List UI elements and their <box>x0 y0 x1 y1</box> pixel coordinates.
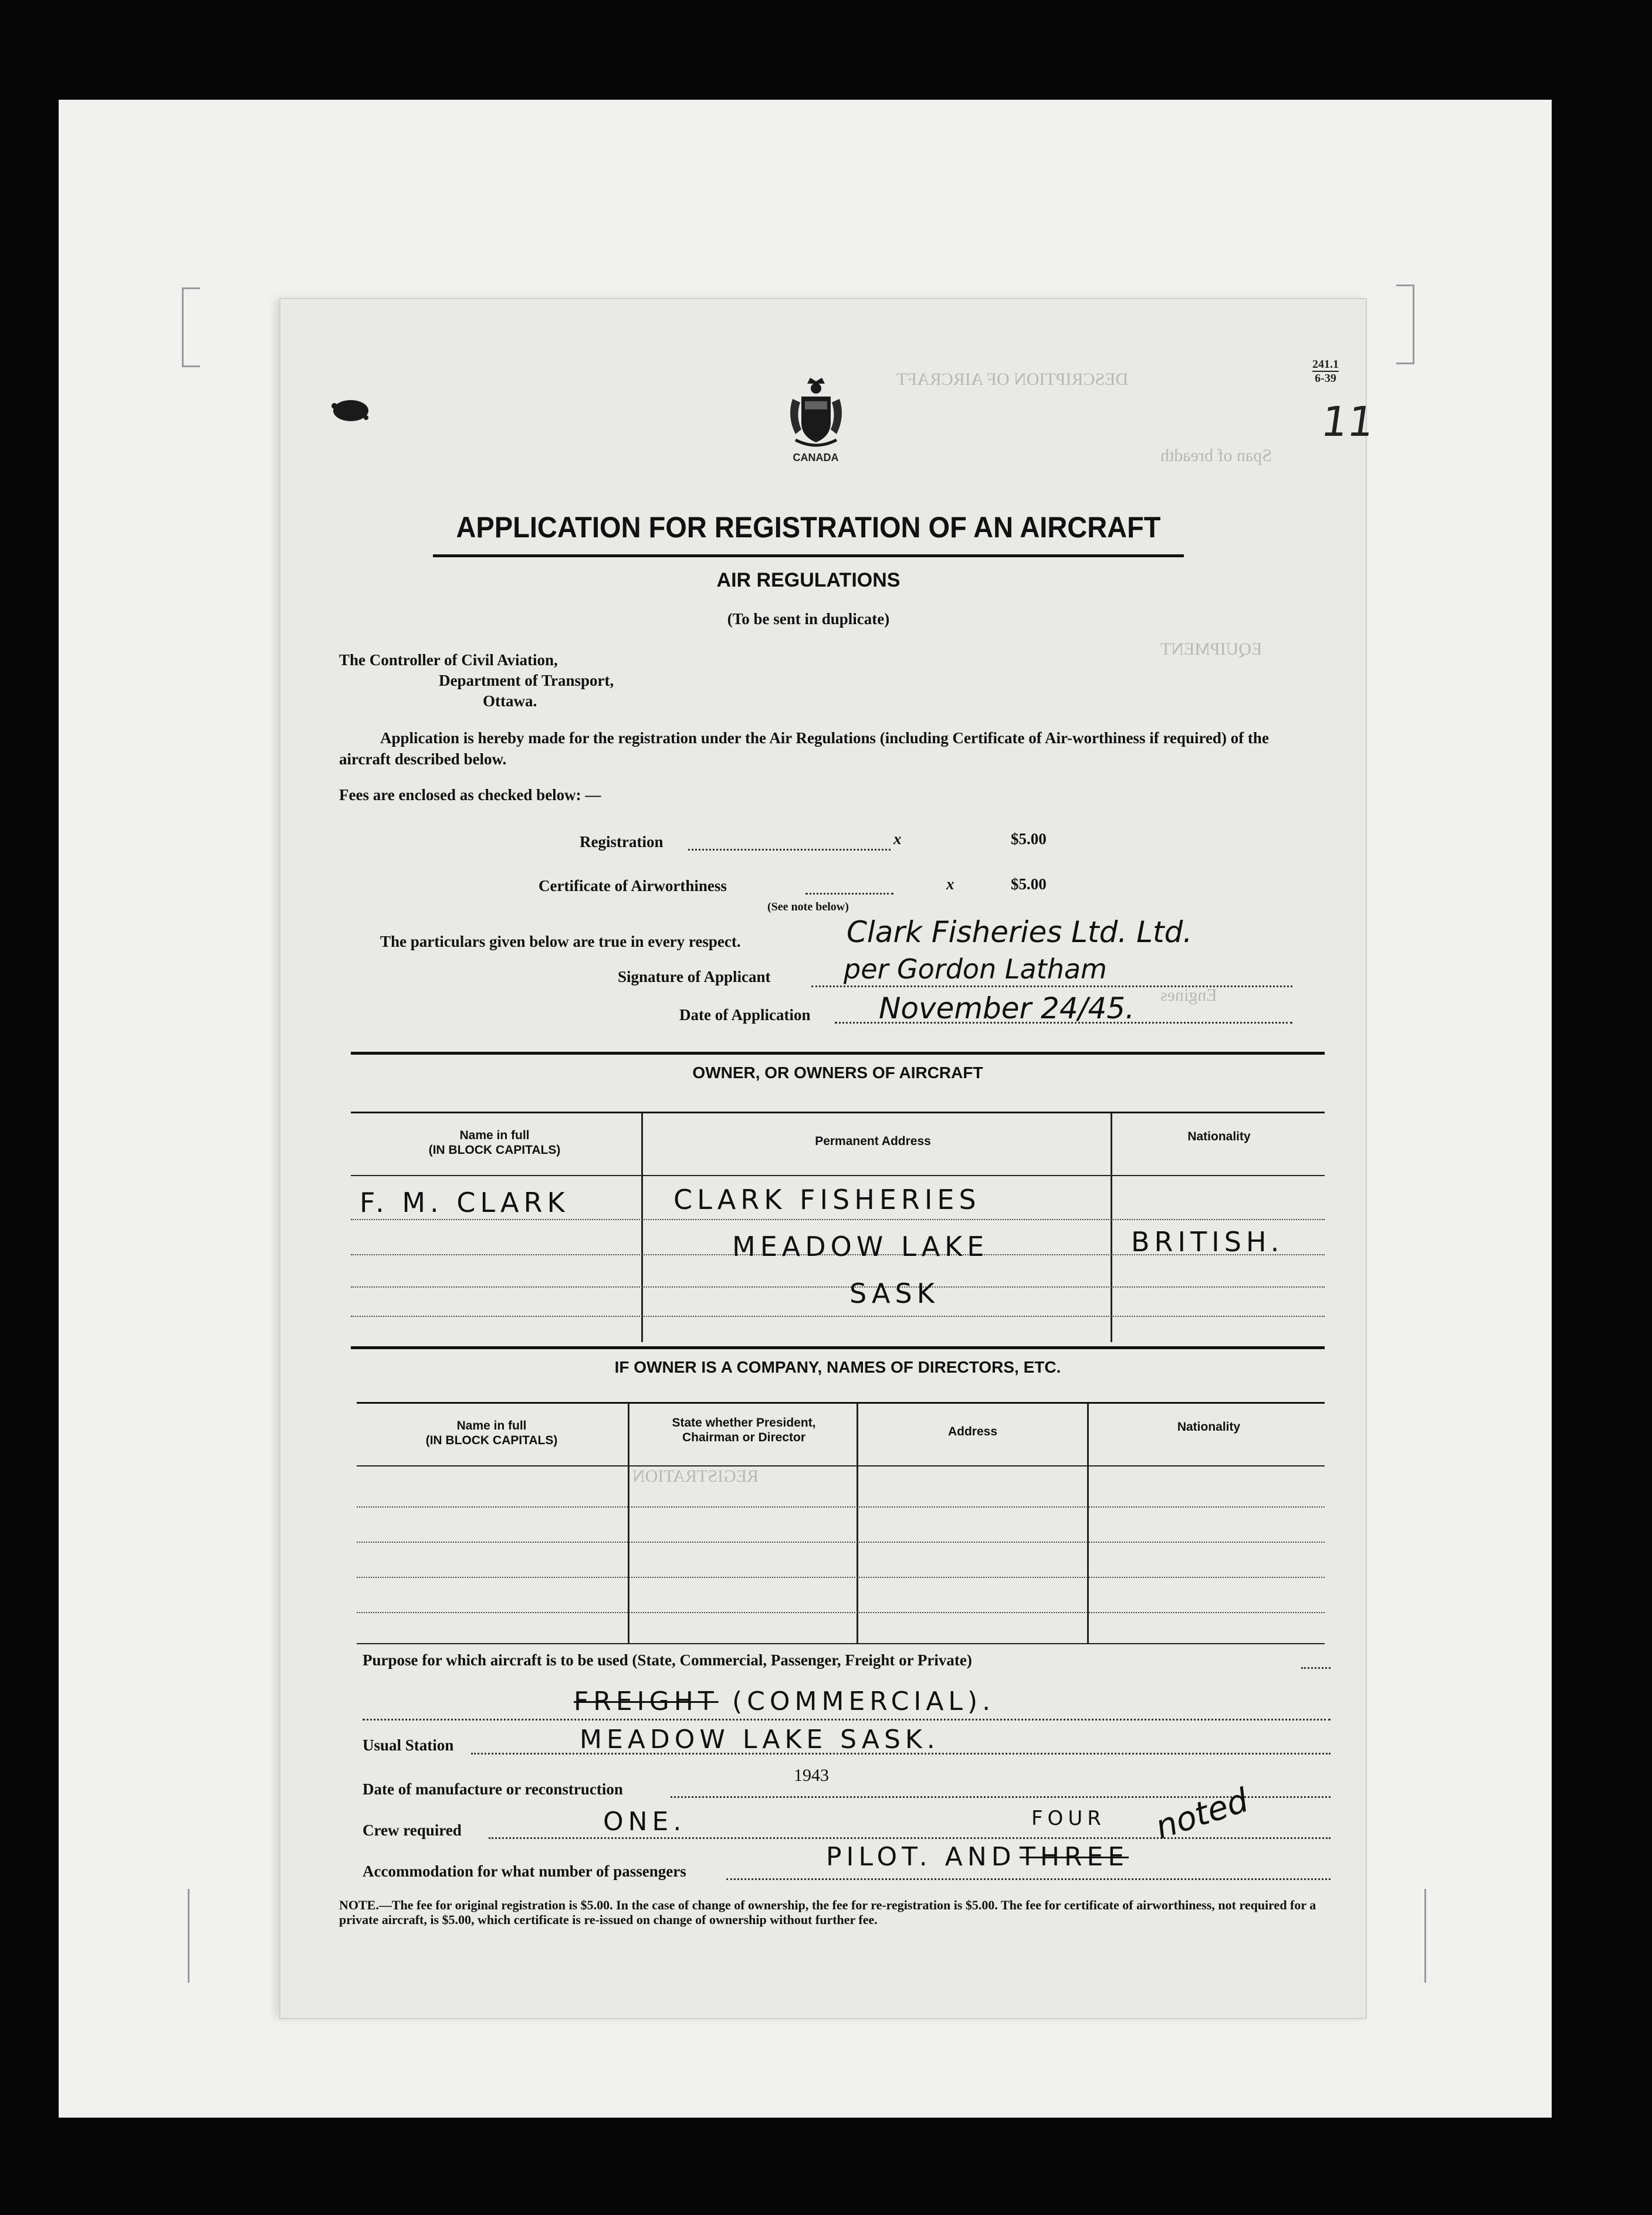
directors-header-state <box>632 1415 855 1445</box>
fee-registration-amount: $5.00 <box>1011 830 1047 848</box>
crew-label: Crew required <box>363 1821 462 1839</box>
fee-airworthiness-label: Certificate of Airworthiness <box>539 877 727 895</box>
accommodation-struck[interactable]: THREE <box>1020 1842 1129 1872</box>
directors-column-divider <box>628 1404 629 1644</box>
bleed-through: Engines <box>1160 985 1217 1005</box>
directors-row-line <box>357 1577 1325 1578</box>
directors-header-nationality: Nationality <box>1177 1420 1241 1434</box>
owners-row-line <box>351 1286 1325 1288</box>
crew-value[interactable]: ONE. <box>603 1807 686 1837</box>
form-number <box>1312 358 1339 385</box>
signature-line-1[interactable]: Clark Fisheries Ltd. Ltd. <box>847 915 1193 949</box>
section-rule <box>351 1346 1325 1349</box>
directors-column-divider <box>1087 1404 1089 1644</box>
owner-nationality[interactable]: BRITISH. <box>1131 1226 1284 1258</box>
application-form <box>280 299 1377 2018</box>
bleed-through: REGISTRATION <box>632 1466 759 1486</box>
directors-header-rule <box>357 1465 1325 1466</box>
particulars-statement: The particulars given below are true in every respect. <box>380 933 741 950</box>
purpose-struck[interactable]: FREIGHT <box>574 1686 719 1716</box>
owners-column-divider <box>1111 1113 1112 1342</box>
date-label: Date of Application <box>679 1006 811 1024</box>
purpose-value-line <box>363 1719 1331 1720</box>
bleed-through: DESCRIPTION OF AIRCRAFT <box>896 370 1129 389</box>
noted-initials: noted <box>1150 1781 1253 1847</box>
ink-stain <box>327 393 374 428</box>
date-of-application[interactable]: November 24/45. <box>879 991 1135 1025</box>
crop-mark-bottom-right <box>1408 1889 1426 1983</box>
purpose-label: Purpose for which aircraft is to be used (State, Commercial, Passenger, Freight or Private) <box>363 1651 972 1669</box>
see-note: (See note below) <box>767 900 849 913</box>
owners-column-divider <box>641 1113 643 1342</box>
directors-header-state-text: State whether President, <box>672 1416 816 1430</box>
manufacture-label: Date of manufacture or reconstruction <box>363 1780 623 1798</box>
directors-bottom-rule <box>357 1643 1325 1644</box>
fee-note <box>339 1898 1336 1927</box>
owner-name[interactable]: F. M. CLARK <box>360 1187 570 1218</box>
form-title: APPLICATION FOR REGISTRATION OF AN AIRCRAFT <box>456 511 1161 544</box>
bleed-through: Span of breadth <box>1160 446 1272 465</box>
owner-address-line-3[interactable]: SASK <box>849 1278 939 1309</box>
owners-header-name-text: Name in full <box>459 1129 530 1142</box>
crew-line <box>489 1837 1331 1839</box>
owners-header-address: Permanent Address <box>815 1134 931 1148</box>
manufacture-value[interactable]: 1943 <box>794 1766 829 1785</box>
form-number-bottom: 6-39 <box>1315 372 1336 385</box>
signature-line <box>811 985 1292 987</box>
directors-header-name <box>357 1418 627 1448</box>
purpose-line <box>1301 1667 1331 1669</box>
fee-airworthiness-check[interactable]: x <box>946 875 954 893</box>
owners-header-rule <box>351 1175 1325 1176</box>
fee-registration-leader <box>688 849 891 851</box>
accommodation-correction[interactable]: FOUR <box>1031 1807 1106 1830</box>
duplicate-note: (To be sent in duplicate) <box>727 610 890 628</box>
owners-row-line <box>351 1316 1325 1317</box>
directors-header-name-text: Name in full <box>456 1419 527 1432</box>
owners-section-title: OWNER, OR OWNERS OF AIRCRAFT <box>692 1064 983 1082</box>
coat-of-arms <box>779 375 852 464</box>
signature-line-2[interactable]: per Gordon Latham <box>844 953 1107 985</box>
form-subtitle: AIR REGULATIONS <box>716 569 901 591</box>
crest-icon <box>784 375 848 452</box>
accommodation-label: Accommodation for what number of passengers <box>363 1862 686 1880</box>
form-number-top: 241.1 <box>1312 358 1339 371</box>
owners-header-nationality: Nationality <box>1187 1130 1251 1143</box>
fees-label: Fees are enclosed as checked below: — <box>339 786 601 804</box>
fee-registration-check[interactable]: x <box>893 830 902 848</box>
crest-country: CANADA <box>793 452 839 463</box>
purpose-value[interactable]: (COMMERCIAL). <box>732 1686 996 1716</box>
crop-mark-top-left <box>182 287 200 367</box>
crop-mark-top-right <box>1396 285 1414 364</box>
section-rule <box>351 1052 1325 1055</box>
owners-header-name-sub: (IN BLOCK CAPITALS) <box>428 1143 561 1157</box>
fee-note-lead: NOTE.— <box>339 1898 392 1912</box>
directors-row-line <box>357 1542 1325 1543</box>
directors-header-state-sub: Chairman or Director <box>682 1431 806 1445</box>
station-label: Usual Station <box>363 1736 454 1754</box>
addressee-line-3: Ottawa. <box>483 692 537 710</box>
addressee-line-2: Department of Transport, <box>439 672 614 689</box>
signature-label: Signature of Applicant <box>618 968 771 985</box>
fee-airworthiness-leader <box>805 893 893 895</box>
directors-section-title: IF OWNER IS A COMPANY, NAMES OF DIRECTORS, ETC. <box>614 1358 1061 1376</box>
directors-header-address: Address <box>947 1425 998 1438</box>
owner-address-line-2[interactable]: MEADOW LAKE <box>732 1231 989 1262</box>
directors-row-line <box>357 1506 1325 1508</box>
directors-header-name-sub: (IN BLOCK CAPITALS) <box>425 1434 558 1448</box>
fee-airworthiness-amount: $5.00 <box>1011 875 1047 893</box>
title-underline <box>433 554 1184 557</box>
fee-note-text: The fee for original registration is $5.00. In the case of change of ownership, the fee for re-registration is $5.00. The fee for certificate of airworthiness, not required for a private aircraft, is $5.00, which certificate is re-issued on change of ownership without further fee. <box>339 1898 1316 1927</box>
directors-column-divider <box>857 1404 858 1644</box>
directors-row-line <box>357 1612 1325 1613</box>
station-value[interactable]: MEADOW LAKE SASK. <box>580 1725 940 1755</box>
accommodation-line <box>726 1878 1331 1880</box>
owner-address-line-1[interactable]: CLARK FISHERIES <box>673 1184 981 1215</box>
owners-table <box>351 1112 1325 1342</box>
page-number: 11 <box>1318 398 1377 446</box>
owners-row-line <box>351 1219 1325 1220</box>
owners-header-name <box>351 1128 638 1157</box>
bleed-through: EQUIPMENT <box>1160 639 1262 659</box>
crop-mark-bottom-left <box>188 1889 206 1983</box>
application-statement: Application is hereby made for the registration under the Air Regulations (including Certificate of Air-worthiness if required) of the aircraft described below. <box>339 729 1269 768</box>
fee-registration-label: Registration <box>580 833 663 851</box>
addressee-line-1: The Controller of Civil Aviation, <box>339 651 558 669</box>
accommodation-value[interactable]: PILOT. AND <box>826 1842 1016 1872</box>
directors-table <box>357 1402 1325 1644</box>
